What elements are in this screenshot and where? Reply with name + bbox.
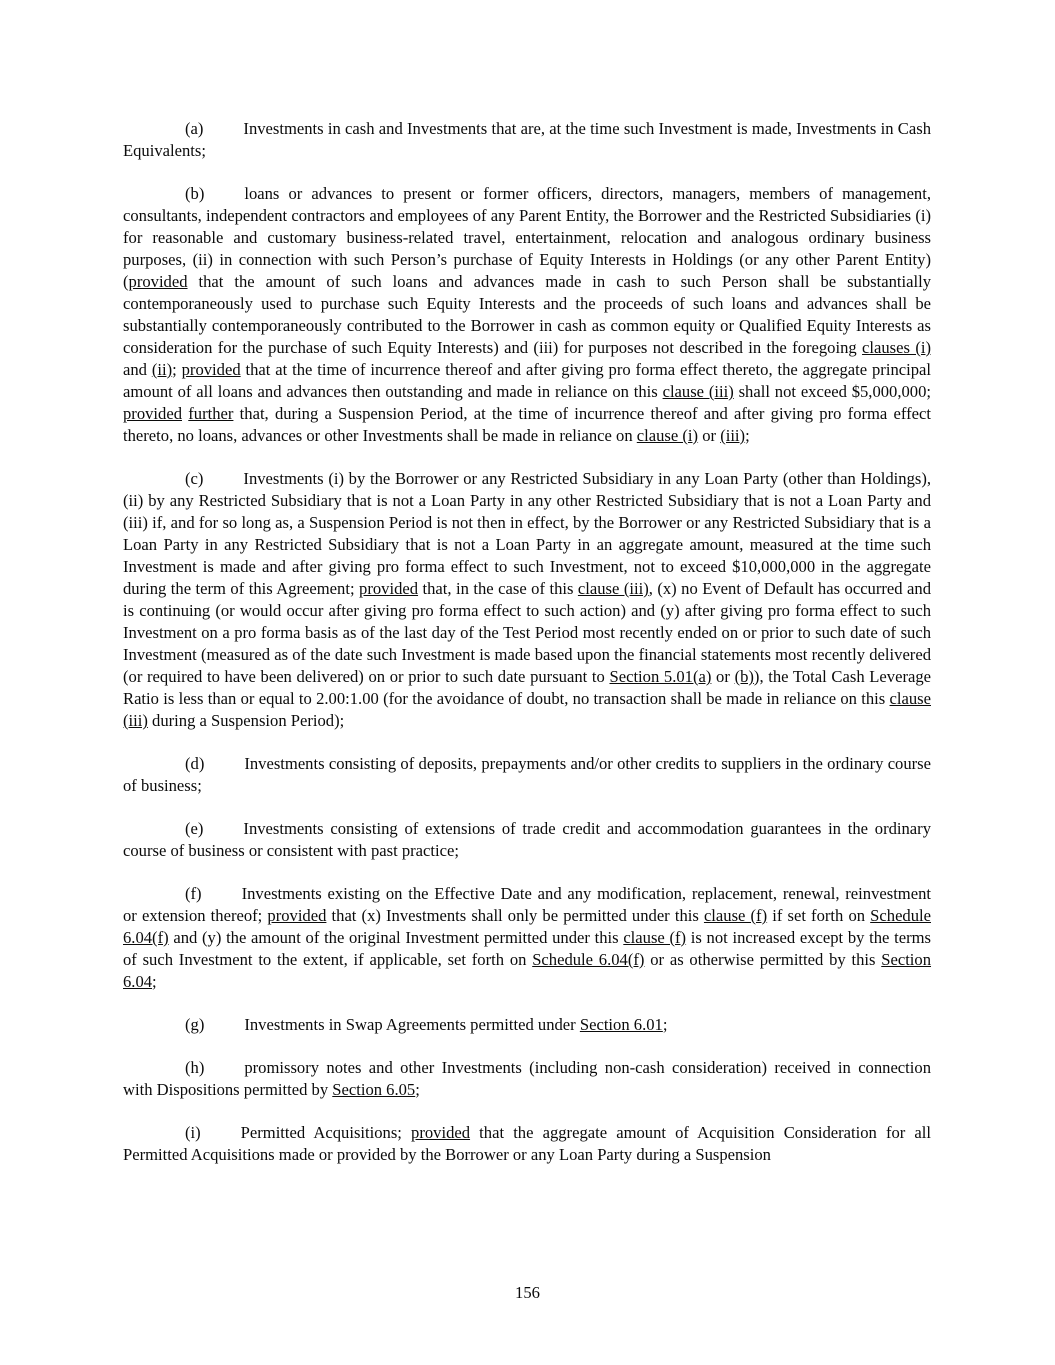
text-run: ;: [172, 360, 182, 379]
text-run: during a Suspension Period);: [147, 711, 345, 730]
text-run: Investments (i) by the Borrower or any Restricted Subsidiary in any Loan Party (other than Holdings), (ii) by any Restricted Subsidiary that is not a Loan Party in any other Restricted Subsidiary that is not a Loan Party and (iii) if, and for so long as, a Suspension Period is not then in effect, by the Borrower or any Restricted Subsidiary that is a Loan Party in any Restricted Subsidiary that is not a Loan Party in an aggregate amount, measured at the time such Investment is made and after giving pro forma effect to such Investment, not to exceed $10,000,000 in the aggregate during the term of this Agreement;: [123, 469, 931, 598]
paragraph-b: [123, 183, 931, 447]
underlined-term: (ii): [151, 360, 173, 379]
paragraph-label: (f): [185, 884, 202, 903]
text-run: ), the Total Cash Leverage Ratio is less than or equal to 2.00:1.00 (for the avoidance of doubt, no transaction shall be made in reliance on this: [123, 667, 931, 708]
underlined-term: further: [188, 404, 234, 423]
paragraph-f: [123, 883, 931, 993]
underlined-term: clause (i): [636, 426, 699, 445]
underlined-term: Schedule 6.04(f): [532, 950, 645, 969]
text-run: ;: [662, 1015, 668, 1034]
paragraph-label: (i): [185, 1123, 201, 1142]
underlined-term: provided: [128, 272, 188, 291]
text-run: that the aggregate amount of Acquisition Consideration for all Permitted Acquisitions made or provided by the Borrower or any Loan Party during a Suspension: [123, 1123, 932, 1164]
text-run: shall not exceed $5,000,000;: [733, 382, 931, 401]
underlined-term: clause (f): [703, 906, 768, 925]
text-run: that, in the case of this: [418, 579, 578, 598]
underlined-term: (iii): [720, 426, 746, 445]
text-run: Investments in Swap Agreements permitted under: [244, 1015, 580, 1034]
text-run: that at the time of incurrence thereof and after giving pro forma effect thereto, the aggregate principal amount of all loans and advances then outstanding and made in reliance on this: [123, 360, 931, 401]
underlined-term: Section 6.05: [332, 1080, 416, 1099]
underlined-term: clause (f): [623, 928, 687, 947]
underlined-term: provided: [267, 906, 327, 925]
text-run: ;: [152, 972, 157, 991]
text-run: is not increased except by the terms of such Investment to the extent, if applicable, set forth on: [123, 928, 931, 969]
text-run: or: [698, 426, 721, 445]
text-run: or as otherwise permitted by this: [644, 950, 882, 969]
paragraph-a: [123, 118, 931, 162]
page-number: 156: [515, 1283, 540, 1302]
paragraph-label: (b): [185, 184, 205, 203]
paragraph-label: (g): [185, 1015, 205, 1034]
text-run: if set forth on: [767, 906, 871, 925]
text-run: , (x) no Event of Default has occurred and is continuing (or would occur after giving pro forma effect to such action) and (y) after giving pro forma effect to such Investment on a pro forma basis as of the last day of the Test Period most recently ended on or prior to such date of such Investment (measured as of the date such Investment is made based upon the financial statements most recently delivered (or required to have been delivered) on or prior to such date pursuant to: [123, 579, 931, 686]
underlined-term: provided: [123, 404, 182, 423]
text-run: or: [711, 667, 735, 686]
underlined-term: (b): [734, 667, 754, 686]
underlined-term: provided: [181, 360, 241, 379]
text-run: and: [123, 360, 152, 379]
text-run: that the amount of such loans and advances made in cash to such Person shall be substantially contemporaneously used to purchase such Equity Interests and the proceeds of such loans and advances shall be substantially contemporaneously contributed to the Borrower in cash as common equity or Qualified Equity Interests as consideration for the purchase of such Equity Interests) and (iii) for purposes not described in the foregoing: [123, 272, 931, 357]
text-run: Investments existing on the Effective Date and any modification, replacement, renewal, reinvestment or extension thereof;: [123, 884, 931, 925]
paragraph-label: (a): [185, 119, 204, 138]
paragraph-d: [123, 753, 931, 797]
paragraph-i: [123, 1122, 931, 1166]
text-run: loans or advances to present or former officers, directors, managers, members of management, consultants, independent contractors and employees of any Parent Entity, the Borrower and the Restricted Subsidiaries (i) for reasonable and customary business-related travel, entertainment, relocation and analogous ordinary business purposes, (ii) in connection with such Person’s purchase of Equity Interests in Holdings (or any other Parent Entity) (: [123, 184, 931, 291]
text-run: Investments consisting of deposits, prepayments and/or other credits to suppliers in the ordinary course of business;: [123, 754, 931, 795]
paragraph-h: [123, 1057, 931, 1101]
text-run: Investments consisting of extensions of trade credit and accommodation guarantees in the ordinary course of business or consistent with past practice;: [123, 819, 931, 860]
paragraph-label: (c): [185, 469, 204, 488]
underlined-term: Section 6.04: [123, 950, 932, 991]
text-run: ;: [415, 1080, 420, 1099]
paragraph-g: [123, 1014, 931, 1036]
text-run: Investments in cash and Investments that are, at the time such Investment is made, Investments in Cash Equivalents;: [123, 119, 931, 160]
paragraph-label: (h): [185, 1058, 205, 1077]
text-run: ;: [745, 426, 750, 445]
underlined-term: clause (iii): [662, 382, 734, 401]
underlined-term: clause (iii): [577, 579, 649, 598]
text-run: Permitted Acquisitions;: [240, 1123, 412, 1142]
underlined-term: provided: [411, 1123, 471, 1142]
paragraphs-container: [123, 118, 931, 1166]
paragraph-label: (d): [185, 754, 205, 773]
underlined-term: provided: [359, 579, 419, 598]
underlined-term: clause (iii): [123, 689, 931, 730]
underlined-term: Schedule 6.04(f): [123, 906, 931, 947]
underlined-term: clauses (i): [862, 338, 931, 357]
paragraph-label: (e): [185, 819, 204, 838]
paragraph-c: [123, 468, 931, 732]
text-run: promissory notes and other Investments (including non-cash consideration) received in connection with Dispositions permitted by: [123, 1058, 931, 1099]
underlined-term: Section 5.01(a): [609, 667, 712, 686]
text-run: that, during a Suspension Period, at the time of incurrence thereof and after giving pro forma effect thereto, no loans, advances or other Investments shall be made in reliance on: [123, 404, 932, 445]
paragraph-e: [123, 818, 931, 862]
text-run: that (x) Investments shall only be permitted under this: [326, 906, 704, 925]
underlined-term: Section 6.01: [579, 1015, 663, 1034]
text-run: and (y) the amount of the original Investment permitted under this: [168, 928, 624, 947]
